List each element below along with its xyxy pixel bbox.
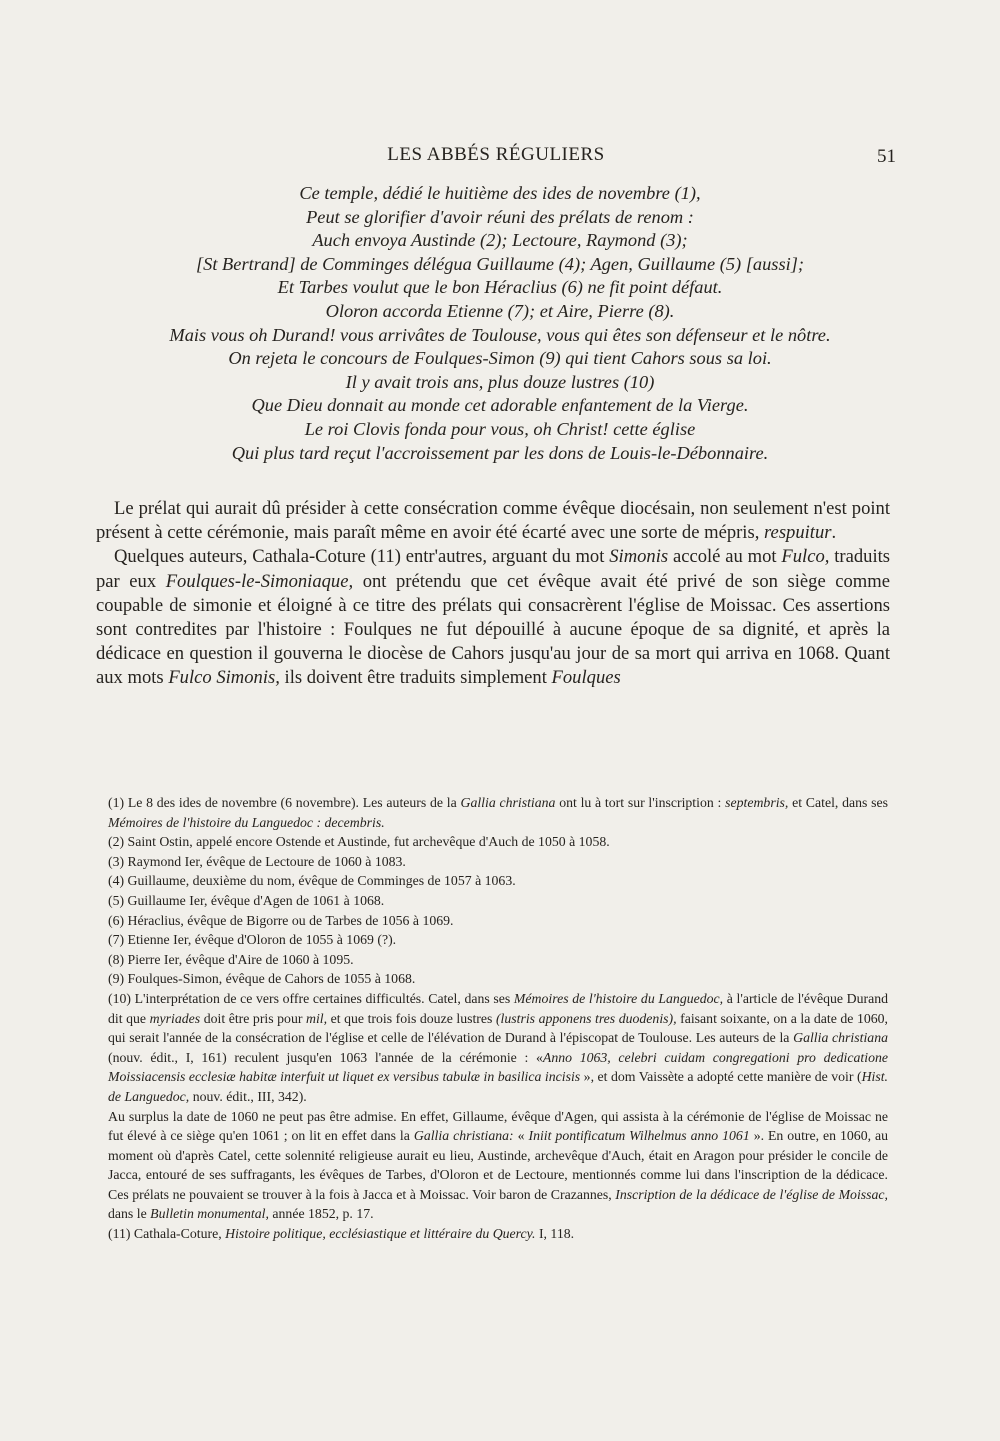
text-run: (11) Cathala-Coture,	[108, 1226, 222, 1242]
poem-line: Ce temple, dédié le huitième des ides de novembre (1),	[299, 183, 701, 203]
footnote-7: (7) Etienne Ier, évêque d'Oloron de 1055 à 1069 (?).	[108, 932, 397, 948]
running-title: LES ABBÉS RÉGULIERS	[387, 144, 605, 165]
poem-line: Qui plus tard reçut l'accroissement par les dons de Louis-le-Débonnaire.	[231, 442, 769, 463]
text-run: et Catel, dans ses	[792, 795, 889, 810]
text-run: Le prélat qui aurait dû présider à cette consécration comme évêque diocésain, non seulement n'est point présent à cette cérémonie, mais paraît même en avoir été écarté avec une sorte de mépris,	[96, 498, 890, 544]
footnote-2: (2) Saint Ostin, appelé encore Ostende et Austinde, fut archevêque d'Auch de 1050 à 1058.	[108, 834, 610, 850]
poem-line: Le roi Clovis fonda pour vous, oh Christ! cette église	[304, 418, 696, 439]
text-run: doit être pris pour	[203, 1010, 303, 1026]
poem-line: Auch envoya Austinde (2); Lectoure, Raymond (3);	[312, 230, 688, 251]
italic-term: (lustris apponens tres duodenis),	[495, 1010, 677, 1026]
latin-term: Fulco Simonis,	[168, 667, 280, 689]
page-number: 51	[877, 146, 896, 167]
italic-term: Mémoires de l'histoire du Languedoc,	[513, 990, 724, 1006]
text-run: traduits par eux	[96, 546, 891, 592]
page-header	[96, 144, 896, 170]
text-run: Au surplus la date de 1060 ne peut pas être admise. En effet, Gillaume, évêque d'Agen, qui assista à la cérémonie de l'église de Moissac ne fut élevé à ce siège qu'en 1061 ; on lit en effet dans la	[108, 1108, 888, 1144]
italic-term: myriades	[149, 1010, 201, 1026]
text-run: année 1852, p. 17.	[272, 1206, 374, 1222]
latin-quote: Iniit pontificatum Wilhelmus anno 1061	[528, 1128, 750, 1144]
latin-term: Fulco,	[781, 546, 830, 568]
footnote-8: (8) Pierre Ier, évêque d'Aire de 1060 à 1095.	[108, 951, 354, 967]
italic-term: Gallia christiana	[793, 1030, 888, 1046]
footnote-11	[108, 1224, 888, 1244]
text-run: (1) Le 8 des ides de novembre (6 novembre). Les auteurs de la	[108, 795, 457, 810]
italic-term: Inscription de la dédicace de l'église de Moissac,	[615, 1186, 888, 1202]
text-run: (10) L'interprétation de ce vers offre certaines difficultés. Catel, dans ses	[108, 990, 511, 1006]
text-run: .	[831, 522, 837, 544]
text-run: «	[517, 1128, 525, 1144]
footnote-9: (9) Foulques-Simon, évêque de Cahors de 1055 à 1068.	[108, 971, 416, 987]
text-run: nouv. édit., III, 342).	[192, 1088, 307, 1104]
dedication-poem	[90, 182, 910, 465]
italic-term: septembris,	[725, 795, 789, 810]
footnote-3: (3) Raymond Ier, évêque de Lectoure de 1060 à 1083.	[108, 853, 406, 869]
text-run: I, 118.	[538, 1226, 575, 1242]
footnote-6: (6) Héraclius, évêque de Bigorre ou de Tarbes de 1056 à 1069.	[108, 912, 454, 928]
body-text	[96, 497, 890, 691]
italic-term: Gallia christiana	[460, 795, 556, 810]
italic-term: Mémoires de l'histoire du Languedoc : decembris.	[108, 814, 385, 830]
footnote-10	[108, 989, 888, 1107]
text-run: (nouv. édit., I, 161) reculent jusqu'en 1063 l'année de la cérémonie : «	[108, 1049, 543, 1065]
paragraph-2	[96, 545, 890, 690]
poem-line: Oloron accorda Etienne (7); et Aire, Pierre (8).	[325, 300, 675, 321]
text-run: accolé au mot	[672, 546, 777, 568]
footnote-10-continued	[108, 1107, 888, 1225]
text-run: ». En outre, en 1060, au moment où d'après Catel, cette solennité religieuse aurait eu lieu, Austinde, archevêque d'Auch, était en Aragon pour présider le concile de Jacca, entouré de ses suffragants, les évêques de Tarbes, d'Oloron et de Lectoure, mentionnés comme lui dans l'inscription de la dédicace. Ces prélats ne pouvaient se trouver à la fois à Jacca et à Moissac. Voir baron de Crazannes,	[108, 1128, 889, 1202]
text-run: faisant soixante, on a la date de 1060, qui serait l'année de la consécration de l'église et celle de l'élévation de Durand à l'épiscopat de Toulouse. Les auteurs de la	[108, 1010, 889, 1046]
italic-term: Hist. de Languedoc,	[108, 1069, 889, 1104]
text-run: ils doivent être traduits simplement	[284, 667, 547, 689]
text-run: à l'article de l'évêque Durand dit que	[108, 990, 888, 1026]
text-run: Quelques auteurs, Cathala-Coture (11) entr'autres, arguant du mot	[114, 546, 605, 568]
latin-quote: Anno 1063, celebri cuidam congregationi pro dedicatione Moissiacensis ecclesiæ habitæ interfuit ut liquet ex versibus tabulæ in basilica incisis	[108, 1049, 888, 1085]
footnotes	[108, 793, 888, 1244]
text-run: dans le	[108, 1206, 147, 1222]
poem-line: Et Tarbes voulut que le bon Héraclius (6) ne fit point défaut.	[277, 277, 723, 298]
italic-term: Foulques	[551, 667, 621, 689]
poem-line: On rejeta le concours de Foulques-Simon (9) qui tient Cahors sous sa loi.	[228, 348, 772, 369]
poem-line: [St Bertrand] de Comminges délégua Guillaume (4); Agen, Guillaume (5) [aussi];	[195, 253, 804, 274]
footnote-4: (4) Guillaume, deuxième du nom, évêque de Comminges de 1057 à 1063.	[108, 873, 516, 889]
text-run: et que trois fois douze lustres	[330, 1010, 493, 1026]
text-run: », et dom Vaissète a adopté cette manière de voir (	[583, 1069, 862, 1085]
latin-term: respuitur	[764, 522, 832, 544]
text-run: ont lu à tort sur l'inscription :	[559, 795, 722, 810]
poem-line: Il y avait trois ans, plus douze lustres (10)	[345, 371, 655, 392]
footnote-5: (5) Guillaume Ier, évêque d'Agen de 1061 à 1068.	[108, 892, 385, 908]
latin-term: Simonis	[609, 546, 669, 568]
footnote-1	[108, 793, 888, 832]
paragraph-1	[96, 497, 890, 545]
text-run: ont prétendu que cet évêque avait été privé de son siège comme coupable de simonie et éloigné à ce titre des prélats qui consacrèrent l'église de Moissac. Ces assertions sont contredites par l'histoire : Foulques ne fut dépouillé à aucune époque de sa dignité, et après la dédicace en question il gouverna le diocèse de Cahors jusqu'au jour de sa mort qui arriva en 1068. Quant aux mots	[96, 570, 890, 689]
poem-line: Mais vous oh Durand! vous arrivâtes de Toulouse, vous qui êtes son défenseur et le nôtre.	[169, 324, 831, 345]
italic-term: Gallia christiana:	[413, 1128, 514, 1144]
poem-line: Que Dieu donnait au monde cet adorable enfantement de la Vierge.	[251, 395, 749, 416]
italic-term: mil,	[306, 1010, 328, 1026]
poem-line: Peut se glorifier d'avoir réuni des prélats de renom :	[306, 206, 694, 227]
italic-term: Foulques-le-Simoniaque,	[165, 570, 354, 592]
italic-term: Bulletin monumental,	[150, 1206, 269, 1222]
italic-term: Histoire politique, ecclésiastique et littéraire du Quercy.	[225, 1226, 536, 1242]
